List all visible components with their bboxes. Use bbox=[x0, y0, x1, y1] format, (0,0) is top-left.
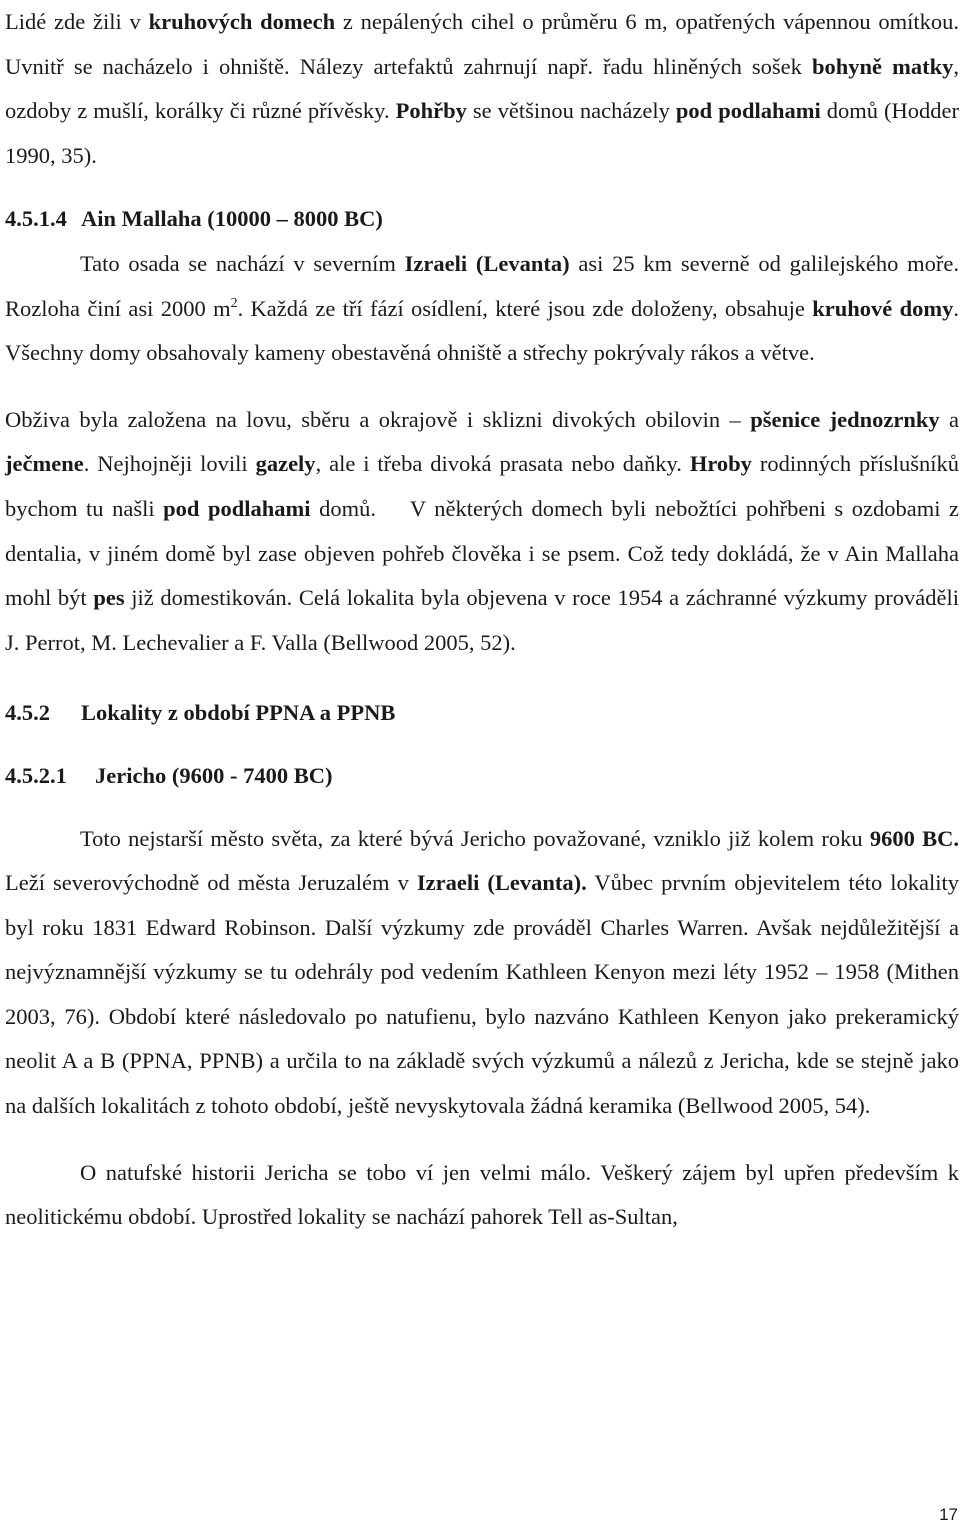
superscript: 2 bbox=[230, 295, 238, 311]
text: , ale i třeba divoká prasata nebo daňky. bbox=[315, 451, 690, 477]
text: Leží severovýchodně od města Jeruzalém v bbox=[5, 870, 417, 896]
text: , ozdoby z mušlí, korálky či různé přívěsky. bbox=[5, 53, 959, 124]
heading-number: 4.5.2 bbox=[5, 700, 50, 726]
page-number: 17 bbox=[939, 1505, 958, 1524]
text: domů (Hodder 1990, 35). bbox=[5, 98, 960, 168]
heading-lokality bbox=[5, 691, 959, 736]
bold-text: pod podlahami bbox=[675, 98, 821, 124]
bold-text: kruhové domy bbox=[812, 295, 954, 321]
heading-title: Ain Mallaha (10000 – 8000 BC) bbox=[81, 206, 383, 232]
text: a bbox=[939, 406, 960, 432]
text: z nepálených cihel o průměru 6 m, opatřených vápennou omítkou. Uvnitř se nacházelo i ohniště. Nálezy artefaktů zahrnují např. řadu hliněných sošek bbox=[5, 9, 959, 79]
bold-text: Izraeli (Levanta) bbox=[404, 250, 570, 276]
bold-text: 9600 BC. bbox=[869, 825, 960, 851]
heading-number: 4.5.2.1 bbox=[5, 762, 67, 788]
bold-text: pod podlahami bbox=[163, 495, 311, 521]
text: Vůbec prvním objevitelem této lokality byl roku 1831 Edward Robinson. Další výzkumy zde prováděl Charles Warren. Avšak nejdůležitější a nejvýznamnější výzkumy se tu odehrály pod vedením Kathleen Kenyon mezi léty 1952 – 1958 (Mithen 2003, 76). Období které následovalo po natufienu, bylo nazváno Kathleen Kenyon jako prekeramický neolit A a B (PPNA, PPNB) a určila to na základě svých výzkumů a nálezů z Jericha, kde se stejně jako na dalších lokalitách z tohoto období, ještě nevyskytovala žádná keramika (Bellwood 2005, 54). bbox=[5, 870, 959, 1119]
text: rodinných příslušníků bychom tu našli bbox=[5, 451, 959, 521]
paragraph-jericho-1 bbox=[5, 817, 959, 1129]
bold-text: ječmene bbox=[5, 451, 84, 477]
heading-jericho bbox=[5, 754, 959, 799]
text: Tato osada se nachází v severním bbox=[80, 250, 405, 276]
heading-ain-mallaha bbox=[5, 197, 959, 242]
bold-text: Izraeli (Levanta). bbox=[416, 870, 587, 896]
text: již domestikován. Celá lokalita byla objevena v roce 1954 a záchranné výzkumy prováděli J. Perrot, M. Lechevalier a F. Valla (Bellwood 2005, 52). bbox=[5, 585, 959, 655]
bold-text: gazely bbox=[255, 451, 316, 477]
text: . Nejhojněji lovili bbox=[83, 451, 256, 477]
page-content bbox=[5, 0, 959, 1240]
bold-text: pes bbox=[93, 585, 125, 611]
text: asi 25 km severně od galilejského moře. Rozloha činí asi 2000 m bbox=[5, 250, 959, 321]
paragraph-ain-mallaha-2 bbox=[5, 398, 959, 666]
text: se většinou nacházely bbox=[466, 98, 676, 124]
heading-title: Jericho (9600 - 7400 BC) bbox=[95, 762, 333, 788]
text: . Všechny domy obsahovaly kameny obestavěná ohniště a střechy pokrývaly rákos a větve. bbox=[5, 295, 959, 366]
bold-text: Hroby bbox=[689, 451, 752, 477]
paragraph-jericho-2 bbox=[5, 1151, 959, 1240]
paragraph-intro bbox=[5, 0, 959, 178]
bold-text: bohyně matky bbox=[812, 53, 954, 79]
text: . Každá ze tří fází osídlení, které jsou zde doloženy, obsahuje bbox=[237, 295, 813, 321]
heading-number: 4.5.1.4 bbox=[5, 206, 67, 232]
paragraph-ain-mallaha-1 bbox=[5, 242, 959, 376]
bold-text: Pohřby bbox=[395, 98, 467, 124]
heading-title: Lokality z období PPNA a PPNB bbox=[81, 700, 396, 726]
text: domů. V některých domech byli nebožtíci pohřbeni s ozdobami z dentalia, v jiném domě byl zase objeven pohřeb člověka i se psem. Což tedy dokládá, že v Ain Mallaha mohl být bbox=[5, 495, 960, 611]
bold-text: kruhových domech bbox=[148, 9, 336, 34]
bold-text: pšenice jednozrnky bbox=[750, 406, 940, 432]
text: Toto nejstarší město světa, za které bývá Jericho považované, vzniklo již kolem roku bbox=[80, 825, 870, 851]
text: Lidé zde žili v bbox=[5, 9, 149, 34]
text: Obživa byla založena na lovu, sběru a okrajově i sklizni divokých obilovin – bbox=[5, 406, 751, 432]
text: O natufské historii Jericha se tobo ví jen velmi málo. Veškerý zájem byl upřen především k neolitickému období. Uprostřed lokality se nachází pahorek Tell as-Sultan, bbox=[5, 1159, 959, 1230]
